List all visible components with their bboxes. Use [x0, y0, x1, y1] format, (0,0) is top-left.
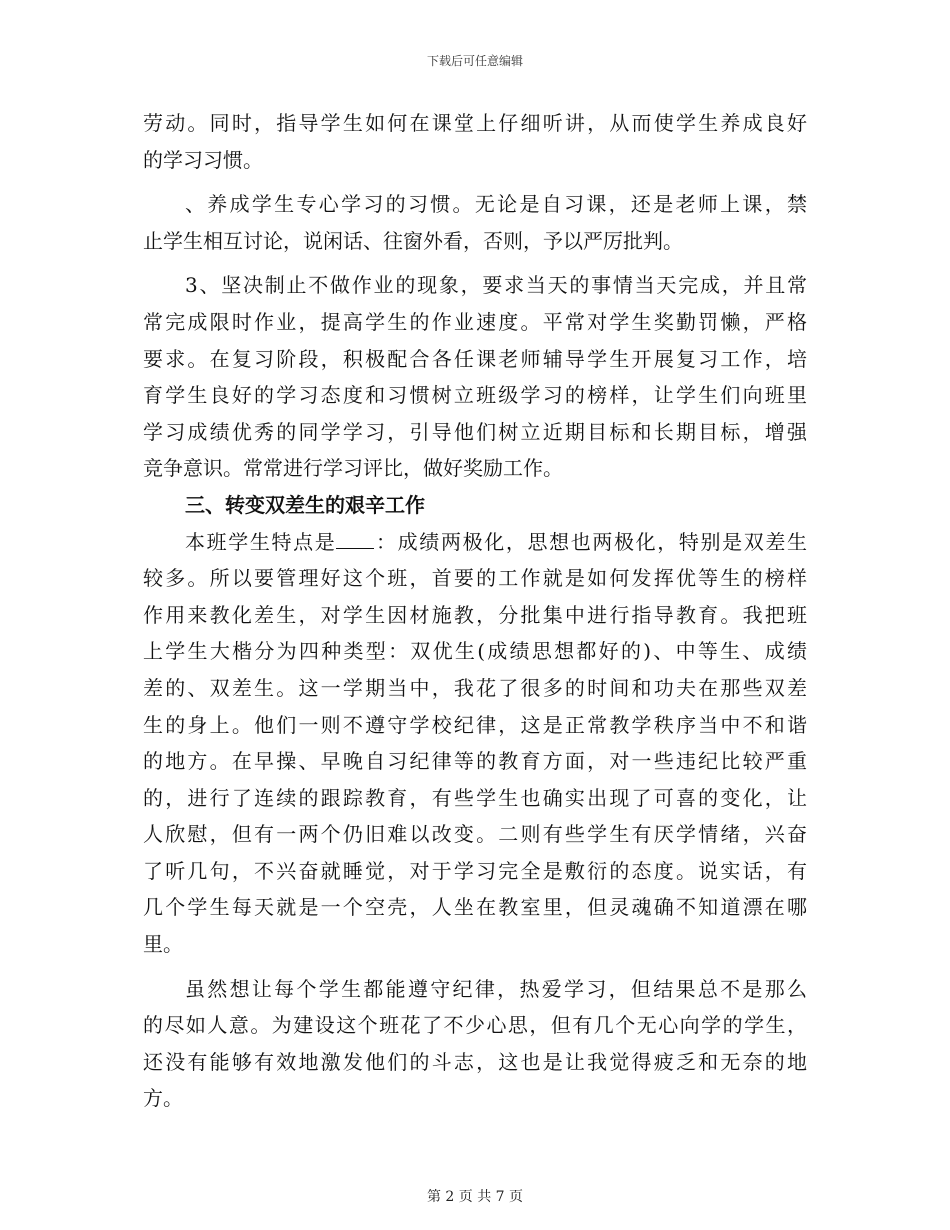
paragraph-4-suffix: ：成绩两极化，思想也两极化，特别是双差生	[374, 529, 808, 554]
paragraph-4-line-2: 较多。所以要管理好这个班，首要的工作就是如何发挥优等生的榜样	[143, 566, 807, 591]
paragraph-4-prefix: 本班学生特点是	[185, 529, 337, 554]
paragraph-4-line-9: 人欣慰，但有一两个仍旧难以改变。二则有些学生有厌学情绪，兴奋	[143, 822, 807, 847]
paragraph-3-line-6: 竞争意识。常常进行学习评比，做好奖励工作。	[143, 456, 563, 481]
paragraph-4-line-5: 差的、双差生。这一学期当中，我花了很多的时间和功夫在那些双差	[143, 675, 807, 700]
document-body	[143, 105, 807, 1117]
paragraph-4-line-8: 的，进行了连续的跟踪教育，有些学生也确实出现了可喜的变化，让	[143, 785, 807, 810]
paragraph-4-line-4: 上学生大楷分为四种类型：双优生(成绩思想都好的)、中等生、成绩	[143, 639, 807, 664]
paragraph-3-line-3: 要求。在复习阶段，积极配合各任课老师辅导学生开展复习工作，培	[143, 346, 807, 371]
paragraph-3-line-1: 3、坚决制止不做作业的现象，要求当天的事情当天完成，并且常	[185, 273, 807, 298]
paragraph-4-line-10: 了听几句，不兴奋就睡觉，对于学习完全是敷衍的态度。说实话，有	[143, 858, 807, 883]
paragraph-4-line-12: 里。	[143, 932, 183, 957]
paragraph-2-line-2: 止学生相互讨论，说闲话、往窗外看，否则，予以严厉批判。	[143, 228, 683, 253]
page-footer: 第 2 页 共 7 页	[426, 1189, 524, 1205]
paragraph-3-line-5: 学习成绩优秀的同学学习，引导他们树立近期目标和长期目标，增强	[143, 419, 807, 444]
paragraph-5-line-2: 的尽如人意。为建设这个班花了不少心思，但有几个无心向学的学生，	[143, 1013, 807, 1038]
paragraph-4-line-1	[143, 524, 807, 561]
paragraph-3-line-4: 育学生良好的学习态度和习惯树立班级学习的榜样，让学生们向班里	[143, 383, 807, 408]
paragraph-1-line-2: 的学习习惯。	[143, 147, 263, 172]
page-header: 下载后可任意编辑	[426, 54, 523, 68]
section-heading: 三、转变双差生的艰辛工作	[185, 492, 425, 517]
paragraph-4-line-7: 的地方。在早操、早晚自习纪律等的教育方面，对一些违纪比较严重	[143, 749, 807, 774]
paragraph-5-line-1: 虽然想让每个学生都能遵守纪律，热爱学习，但结果总不是那么	[185, 976, 807, 1001]
paragraph-4-line-11: 几个学生每天就是一个空壳，人坐在教室里，但灵魂确不知道漂在哪	[143, 895, 807, 920]
paragraph-1-line-1: 劳动。同时，指导学生如何在课堂上仔细听讲，从而使学生养成良好	[143, 111, 807, 135]
paragraph-5-line-3: 还没有能够有效地激发他们的斗志，这也是让我觉得疲乏和无奈的地	[143, 1049, 807, 1074]
paragraph-4-line-3: 作用来教化差生，对学生因材施教，分批集中进行指导教育。我把班	[143, 602, 807, 627]
paragraph-5-line-4: 方。	[143, 1086, 183, 1111]
paragraph-4-line-6: 生的身上。他们一则不遵守学校纪律，这是正常教学秩序当中不和谐	[143, 712, 807, 737]
fill-in-blank	[336, 530, 374, 549]
paragraph-3-line-2: 常完成限时作业，提高学生的作业速度。平常对学生奖勤罚懒，严格	[143, 309, 807, 334]
paragraph-2-line-1: 、养成学生专心学习的习惯。无论是自习课，还是老师上课，禁	[185, 192, 807, 217]
